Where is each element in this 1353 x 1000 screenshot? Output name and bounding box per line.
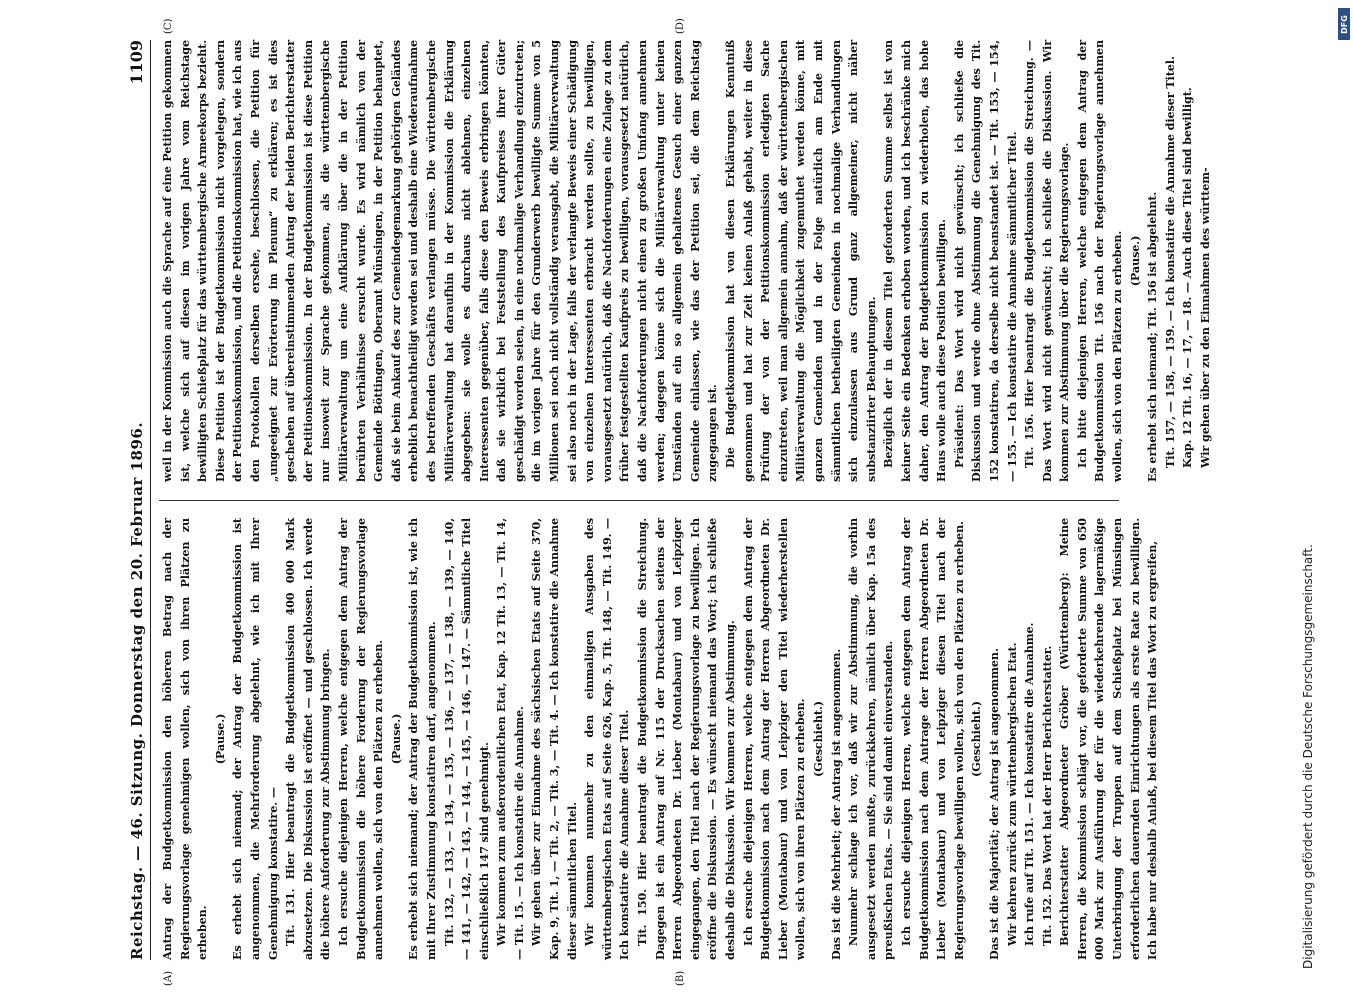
- left-column-paragraph: Tit. 150. Hier beantragt die Budgetkommission die Streichung. Dagegen ist ein Antrag auf Nr. 115 der Drucksachen seitens der Herren Abgeordneten Dr. Lieber (Montabaur) und von Leipziger eingegangen, den Titel nach der Regierungsvorlage zu bewilligen. Ich eröffne die Diskussion. — Es wünscht niemand das Wort; ich schließe deshalb die Diskussion. Wir kommen zur Abstimmung.: [635, 518, 737, 960]
- left-column-paragraph: Ich ersuche diejenigen Herren, welche entgegen dem Antrag der Budgetkommission nach dem Antrage der Herren Abgeordneten Dr. Lieber (Montabaur) und von Leipziger diesen Titel nach der Regierungsvorlage bewilligen wollen, sich von den Plätzen zu erheben.: [898, 518, 966, 960]
- right-column-paragraph: Präsident: Das Wort wird nicht gewünscht; ich schließe die Diskussion und werde ohne Abstimmung die Genehmigung des Tit. 152 konstatiren, da derselbe nicht beanstandet ist. — Tit. 153, — 154, — 155. — Ich konstatire die Annahme sämmtlicher Titel.: [951, 40, 1019, 482]
- left-column-paragraph: Wir kehren zurück zum württembergischen Etat.: [1004, 642, 1019, 946]
- left-column-paragraph: Das ist die Mehrheit; der Antrag ist angenommen.: [828, 648, 843, 960]
- left-column-paragraph: Wir gehen über zur Einnahme des sächsischen Etats auf Seite 370, Kap. 9, Tit. 1, — Tit. 2, — Tit. 3, — Tit. 4. — Ich konstatire die Annahme dieser sämmtlichen Titel.: [529, 518, 579, 960]
- left-column-paragraph: Ich rufe auf Tit. 151. — Ich konstatire die Annahme.: [1022, 622, 1037, 946]
- left-column-paragraph: Berichterstatter Abgeordneter Gröber (Württemberg): Meine Herren, die Kommission schlägt vor, die geforderte Summe von 650 000 Mark zur Ausführung der für die wiederkehrende lagermäßige Unterbringung der Truppen auf dem Schießplatz bei Münsingen erforderlichen dauernden Einrichtungen als erste Rate zu bewilligen. Ich habe nur deshalb Anlaß, bei diesem Titel das Wort zu ergreifen,: [1057, 518, 1160, 960]
- left-column-paragraph: (Geschieht.): [810, 701, 825, 777]
- right-column-paragraph: Ich bitte diejenigen Herren, welche entgegen dem Antrag der Budgetkommission Tit. 156 nach der Regierungsvorlage annehmen wollen, sich von den Plätzen zu erheben.: [1074, 40, 1125, 482]
- right-column-paragraph: Wir gehen über zu den Einnahmen des württem-: [1198, 167, 1213, 468]
- margin-marker-b: (B): [675, 970, 686, 986]
- right-column-paragraph: weil in der Kommission auch die Sprache auf eine Petition gekommen ist, welche sich auf diesen im vorigen Jahre vom Reichstage bewilligten Schießplatz für das württembergische Armeekorps bezieht. Diese Petition ist der Budgetkommission nicht vorgelegen, sondern der Petitionskommission, und die Petitionskommission hat, wie ich aus den Protokollen derselben ersehe, beschlossen, die Petition für „ungeeignet zur Erörterung im Plenum“ zu erklären; es ist dies geschehen auf übereinstimmenden Antrag der beiden Berichterstatter der Petitionskommission. In der Budgetkommission ist diese Petition nur insoweit zur Sprache gekommen, als die württembergische Militärverwaltung um eine Aufklärung über die in der Petition berührten Verhältnisse ersucht wurde. Es wird nämlich von der Gemeinde Böttingen, Oberamt Münsingen, in der Petition behauptet, daß sie beim Ankauf des zur Gemeindegemarkung gehörigen Geländes erheblich benachtheiligt worden sei und deshalb eine Wiederaufnahme des betreffenden Geschäfts verlangen müsse. Die württembergische Militärverwaltung hat daraufhin in der Kommission die Erklärung abgegeben: sie wolle es durchaus nicht ablehnen, einzelnen Interessenten gegenüber, falls diese den Beweis erbringen könnten, daß sie wirklich bei Feststellung des Kaufpreises ihrer Güter geschädigt worden seien, in eine nochmalige Verhandlung einzutreten; die im vorigen Jahre für den Grunderwerb bewilligte Summe von 5 Millionen sei noch nicht vollständig verausgabt, die Militärverwaltung sei also noch in der Lage, falls der verlangte Beweis einer Schädigung von einzelnen Interessenten erbracht werden sollte, zu bewilligen, vorausgesetzt natürlich, daß die Nachforderungen eine Zulage zu dem früher festgestellten Kaufpreis zu bewilligen, vorausgesetzt natürlich, daß die Nachforderungen nicht einen zu großen Umfang annehmen werden; dagegen könne sich die Militärverwaltung unter keinen Umständen auf ein so allgemein gehaltenes Gesuch einer ganzen Gemeinde einlassen, wie das der Petition sei, die dem Reichstag zugegangen ist.: [160, 40, 720, 482]
- running-header: [115, 40, 151, 960]
- left-column-paragraph: (Pause.): [388, 713, 403, 765]
- right-column-paragraph: Kap. 12 Tit. 16, — 17, — 18. — Auch diese Titel sind bewilligt.: [1180, 87, 1195, 468]
- page-number: 1109: [127, 40, 146, 85]
- left-column-paragraph: Ich ersuche diejenigen Herren, welche entgegen dem Antrag der Budgetkommission die höhere Forderung der Regierungsvorlage annehmen wollen, sich von den Plätzen zu erheben.: [335, 518, 386, 960]
- digitization-credit: [1290, 10, 1330, 990]
- right-column-paragraph: (Pause.): [1127, 235, 1142, 287]
- left-column-paragraph: Es erhebt sich niemand; der Antrag der Budgetkommission ist angenommen, die Mehrforderung abgelehnt, wie ich mit Ihrer Genehmigung konstatire. —: [230, 518, 280, 960]
- credit-text: Digitalisierung gefördert durch die Deutsche Forschungsgemeinschaft.: [1301, 544, 1315, 969]
- left-column-paragraph: Tit. 131. Hier beantragt die Budgetkommission 400 000 Mark abzusetzen. Die Diskussion ist eröffnet — und geschlossen. Ich werde die höhere Anforderung zur Abstimmung bringen.: [283, 518, 333, 960]
- right-column-paragraph: Die Budgetkommission hat von diesen Erklärungen Kenntniß genommen und hat zur Zeit keinen Anlaß gehabt, weiter in diese Prüfung der von der Petitionskommission erledigten Sache einzutreten, weil man allgemein annahm, daß der württembergischen Militärverwaltung die Möglichkeit zugemuthet werden könne, mit ganzen Gemeinden und in der Folge natürlich am Ende mit sämmtlichen betheiligten Gemeinden in nochmalige Verhandlungen sich einzulassen aus Grund ganz allgemeiner, nicht näher substanziirter Behauptungen.: [723, 40, 878, 482]
- dfg-logo-text: DFG: [1339, 14, 1349, 34]
- right-column-paragraph: Bezüglich der in diesem Titel geforderten Summe selbst ist von keiner Seite ein Bedenken erhoben worden, und ich beschränke mich daher, den Antrag der Budgetkommission zu wiederholen, das hohe Haus wolle auch diese Position bewilligen.: [881, 40, 949, 482]
- left-column-paragraph: Ich ersuche diejenigen Herren, welche entgegen dem Antrag der Budgetkommission nach dem Antrag der Herren Abgeordneten Dr. Lieber (Montabaur) und von Leipziger den Titel wiederherstellen wollen, sich von ihren Plätzen zu erheben.: [740, 518, 808, 960]
- margin-marker-a: (A): [163, 970, 174, 986]
- margin-marker-c: (C): [163, 18, 174, 34]
- left-column-paragraph: (Geschieht.): [969, 701, 984, 777]
- left-column-paragraph: Tit. 152. Das Wort hat der Herr Berichterstatter.: [1039, 645, 1054, 946]
- rotated-page: [115, 18, 1213, 986]
- dfg-logo: [1338, 8, 1350, 40]
- left-column-paragraph: Es erhebt sich niemand; der Antrag der Budgetkommission ist, wie ich mit Ihrer Zustimmung konstatiren darf, angenommen.: [406, 518, 438, 960]
- column-divider: [159, 500, 1119, 501]
- left-text-column: [159, 518, 1160, 960]
- header-title: Reichstag. — 46. Sitzung. Donnerstag den 20. Februar 1896.: [128, 421, 146, 960]
- right-text-column: [159, 40, 1213, 482]
- left-column-paragraph: Wir kommen nunmehr zu den einmaligen Ausgaben des württembergischen Etats auf Seite 626, Kap. 5, Tit. 148, — Tit. 149. — Ich konstatire die Annahme dieser Titel.: [582, 518, 632, 960]
- left-column-paragraph: Nunmehr schlage ich vor, daß wir zur Abstimmung, die vorhin ausgesetzt werden mußte, zurückkehren, nämlich über Kap. 15a des preußischen Etats. — Sie sind damit einverstanden.: [846, 518, 896, 960]
- right-column-paragraph: Es erhebt sich niemand; Tit. 156 ist abgelehnt.: [1145, 191, 1160, 482]
- left-column-paragraph: (Pause.): [212, 713, 227, 765]
- left-column-paragraph: Wir kommen zum außerordentlichen Etat, Kap. 12 Tit. 13, — Tit. 14, — Tit. 15. — Ich konstatire die Annahme.: [494, 518, 526, 960]
- left-column-paragraph: Antrag der Budgetkommission den höheren Betrag nach der Regierungsvorlage genehmigen wollen, sich von ihren Plätzen zu erheben.: [160, 518, 210, 960]
- left-column-paragraph: Tit. 132, — 133, — 134, — 135, — 136, — 137, — 138, — 139, — 140, — 141, — 142, — 143, — 144, — 145, — 146, — 147. — Sämmtliche Titel einschließlich 147 sind genehmigt.: [441, 518, 491, 960]
- right-column-paragraph: Tit. 156. Hier beantragt die Budgetkommission die Streichung. — Das Wort wird nicht gewünscht; ich schließe die Diskussion. Wir kommen zur Abstimmung über die Regierungsvorlage.: [1022, 40, 1072, 482]
- left-column-paragraph: Das ist die Majorität; der Antrag ist angenommen.: [986, 648, 1001, 960]
- right-column-paragraph: Tit. 157, — 158, — 159. — Ich konstatire die Annahme dieser Titel.: [1162, 56, 1177, 468]
- margin-marker-d: (D): [675, 18, 686, 34]
